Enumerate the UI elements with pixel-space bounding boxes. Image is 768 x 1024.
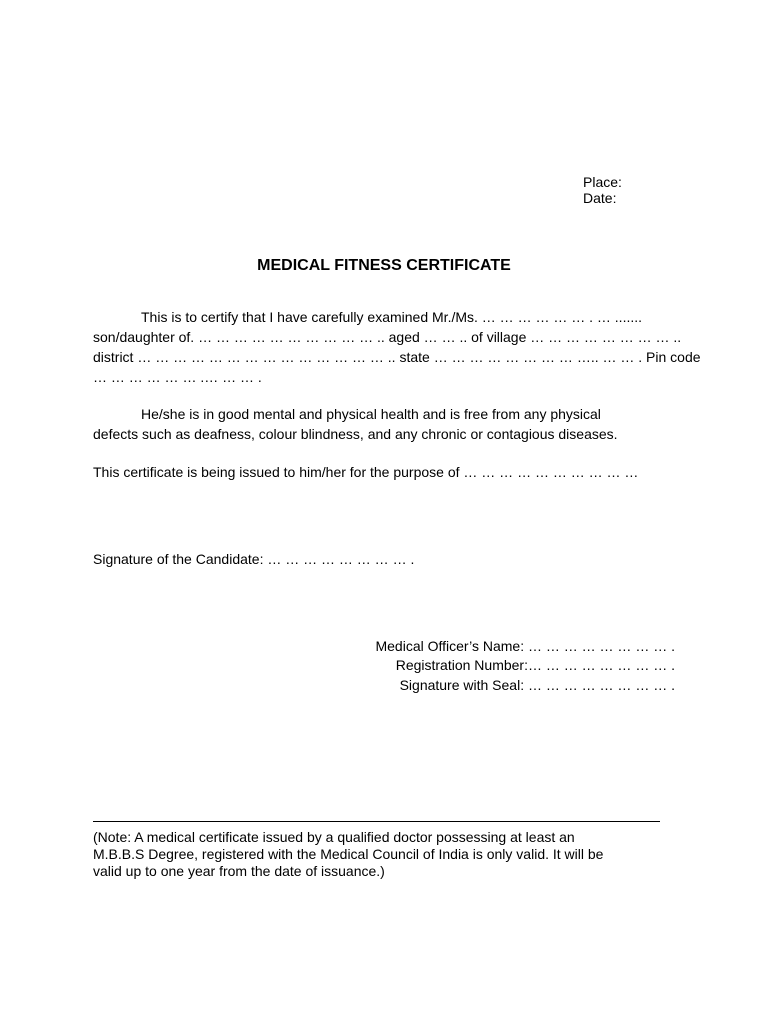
note-line-1: (Note: A medical certificate issued by a qualified doctor possessing at least an [93,829,575,845]
document-title: MEDICAL FITNESS CERTIFICATE [257,257,511,274]
medical-officer-name-line: Medical Officer’s Name: … … … … … … … … . [375,638,675,654]
certify-line-2: son/daughter of. … … … … … … … … … … .. aged … … .. of village … … … … … … … … .. [93,329,682,345]
certify-line-3: district … … … … … … … … … … … … … … .. state … … … … … … … … ….. … … . Pin code [93,349,701,365]
note-divider [93,821,660,822]
registration-number-line: Registration Number:… … … … … … … … . [395,657,675,673]
certify-line-4: … … … … … … .… … … . [93,369,262,385]
certify-line-1: This is to certify that I have carefully examined Mr./Ms. … … … … … … . … ....... [141,309,643,325]
note-line-3: valid up to one year from the date of issuance.) [93,863,385,879]
candidate-signature-line: Signature of the Candidate: … … … … … … … … . [93,551,415,567]
health-line-1: He/she is in good mental and physical health and is free from any physical [141,406,601,422]
health-line-2: defects such as deafness, colour blindness, and any chronic or contagious diseases. [93,426,618,442]
signature-with-seal-line: Signature with Seal: … … … … … … … … . [399,677,675,693]
date-label: Date: [583,190,617,206]
place-label: Place: [583,174,622,190]
purpose-line: This certificate is being issued to him/her for the purpose of … … … … … … … … … … [93,464,639,480]
note-line-2: M.B.B.S Degree, registered with the Medical Council of India is only valid. It will be [93,846,604,862]
